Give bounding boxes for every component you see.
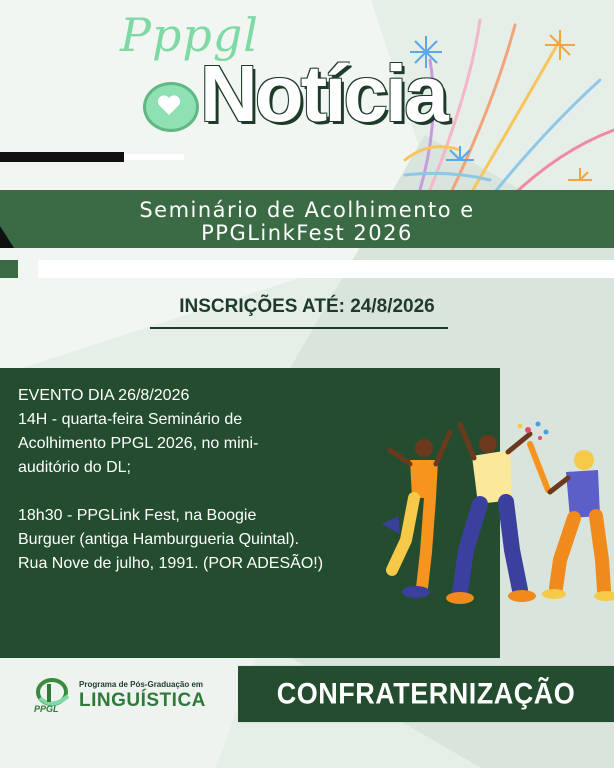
ppgl-script-logo: Pppgl: [120, 8, 260, 62]
event-title-line: Seminário de Acolhimento e: [139, 198, 475, 222]
decorative-bar: [38, 260, 614, 278]
dancers-illustration: [370, 420, 614, 610]
confraternizacao-badge: CONFRATERNIZAÇÃO: [238, 666, 614, 722]
event-line: Rua Nove de julho, 1991. (POR ADESÃO!): [18, 555, 324, 572]
decorative-square: [0, 260, 18, 278]
registration-deadline: INSCRIÇÕES ATÉ: 24/8/2026: [179, 296, 435, 317]
event-line: EVENTO DIA 26/8/2026: [18, 387, 190, 404]
event-title-line: PPGLinkFest 2026: [201, 221, 413, 245]
program-subtitle: Programa de Pós-Graduação em: [79, 680, 204, 689]
event-details: [18, 384, 378, 576]
program-name: LINGUÍSTICA: [79, 690, 206, 711]
ppgl-logo-text: PPGL: [34, 704, 59, 714]
event-line: Burguer (antiga Hamburgueria Quintal).: [18, 531, 300, 548]
divider: [124, 154, 184, 160]
event-line: Acolhimento PPGL 2026, no mini-: [18, 435, 259, 452]
event-line: 14H - quarta-feira Seminário de: [18, 411, 243, 428]
event-line: auditório do DL;: [18, 459, 131, 476]
divider: [150, 327, 448, 329]
heart-bubble-icon: [143, 82, 199, 132]
event-title: [0, 199, 614, 245]
event-line: 18h30 - PPGLink Fest, na Boogie: [18, 507, 257, 524]
page-title: Notícia: [200, 49, 446, 138]
divider: [0, 152, 124, 162]
